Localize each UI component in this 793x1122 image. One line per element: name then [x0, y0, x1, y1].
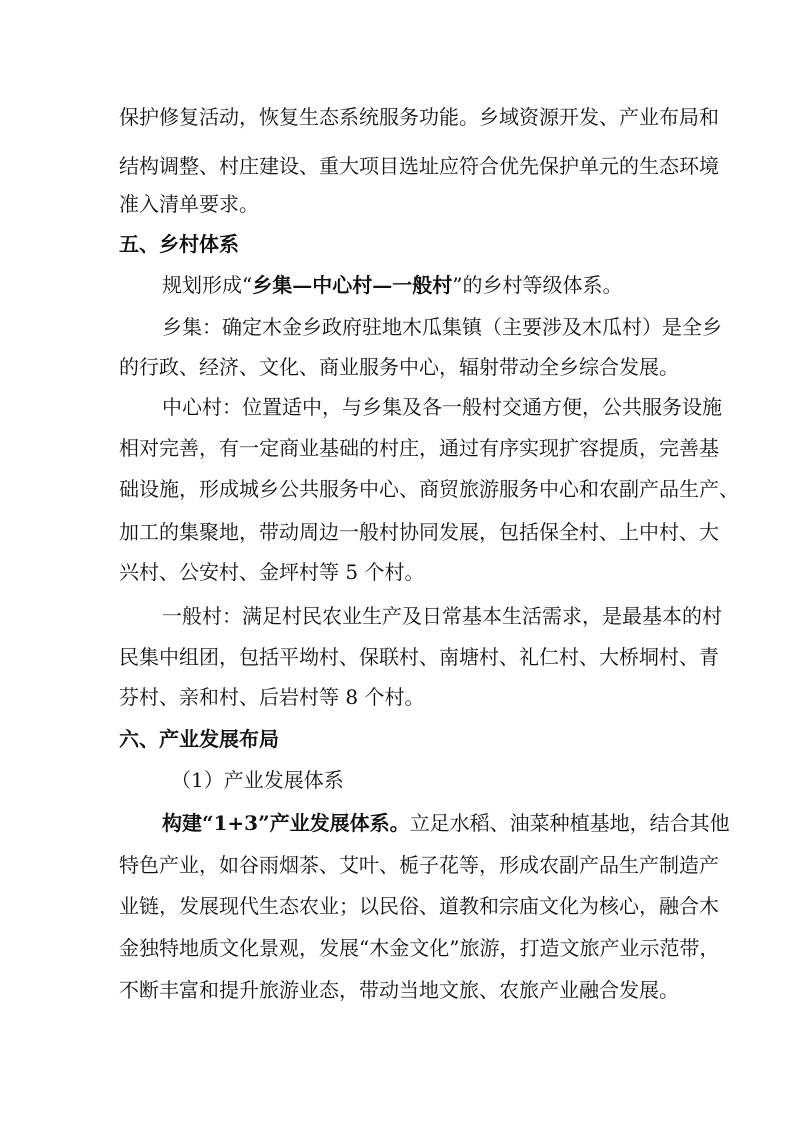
intro-text: ”的乡村等级体系。 — [452, 273, 623, 297]
paragraph-line: 芬村、亲和村、后岩村等 8 个村。 — [119, 685, 425, 709]
paragraph-line: 不断丰富和提升旅游业态，带动当地文旅、农旅产业融合发展。 — [119, 978, 679, 1002]
intro-bold-text: 乡集—中心村—一般村 — [252, 273, 453, 297]
paragraph-line: 乡集：确定木金乡政府驻地木瓜集镇（主要涉及木瓜村）是全乡 — [162, 315, 722, 339]
section-heading: 六、产业发展布局 — [119, 727, 279, 751]
subsection-heading: （1）产业发展体系 — [171, 768, 344, 792]
section-intro — [0, 273, 793, 297]
intro-text: 规划形成“ — [162, 273, 253, 297]
paragraph-line: 一般村：满足村民农业生产及日常基本生活需求，是最基本的村 — [162, 604, 722, 628]
paragraph-line: 业链，发展现代生态农业；以民俗、道教和宗庙文化为核心，融合木 — [119, 894, 719, 918]
paragraph-line: 保护修复活动，恢复生态系统服务功能。乡域资源开发、产业布局和 — [119, 105, 719, 129]
paragraph-line: 加工的集聚地，带动周边一般村协同发展，包括保全村、上中村、大 — [119, 520, 719, 544]
paragraph-line: 础设施，形成城乡公共服务中心、商贸旅游服务中心和农副产品生产、 — [119, 477, 739, 501]
section-heading: 五、乡村体系 — [119, 232, 239, 256]
bold-lead-text: 构建“1+3”产业发展体系。 — [162, 811, 410, 835]
paragraph-line: 中心村：位置适中，与乡集及各一般村交通方便，公共服务设施 — [162, 395, 722, 419]
paragraph-line: 结构调整、村庄建设、重大项目选址应符合优先保护单元的生态环境 — [119, 154, 719, 178]
paragraph-line: 特色产业，如谷雨烟茶、艾叶、栀子花等，形成农副产品生产制造产 — [119, 853, 719, 877]
paragraph-line: 金独特地质文化景观，发展“木金文化”旅游，打造文旅产业示范带， — [119, 936, 720, 960]
paragraph-line: 民集中组团，包括平坳村、保联村、南塘村、礼仁村、大桥垌村、青 — [119, 645, 719, 669]
paragraph-line: 兴村、公安村、金坪村等 5 个村。 — [119, 560, 425, 584]
paragraph-text: 立足水稻、油菜种植基地，结合其他 — [409, 811, 730, 835]
paragraph-line — [0, 811, 793, 835]
paragraph-line: 准入清单要求。 — [119, 192, 259, 216]
paragraph-line: 的行政、经济、文化、商业服务中心，辐射带动全乡综合发展。 — [119, 355, 679, 379]
paragraph-line: 相对完善，有一定商业基础的村庄，通过有序实现扩容提质，完善基 — [119, 436, 719, 460]
